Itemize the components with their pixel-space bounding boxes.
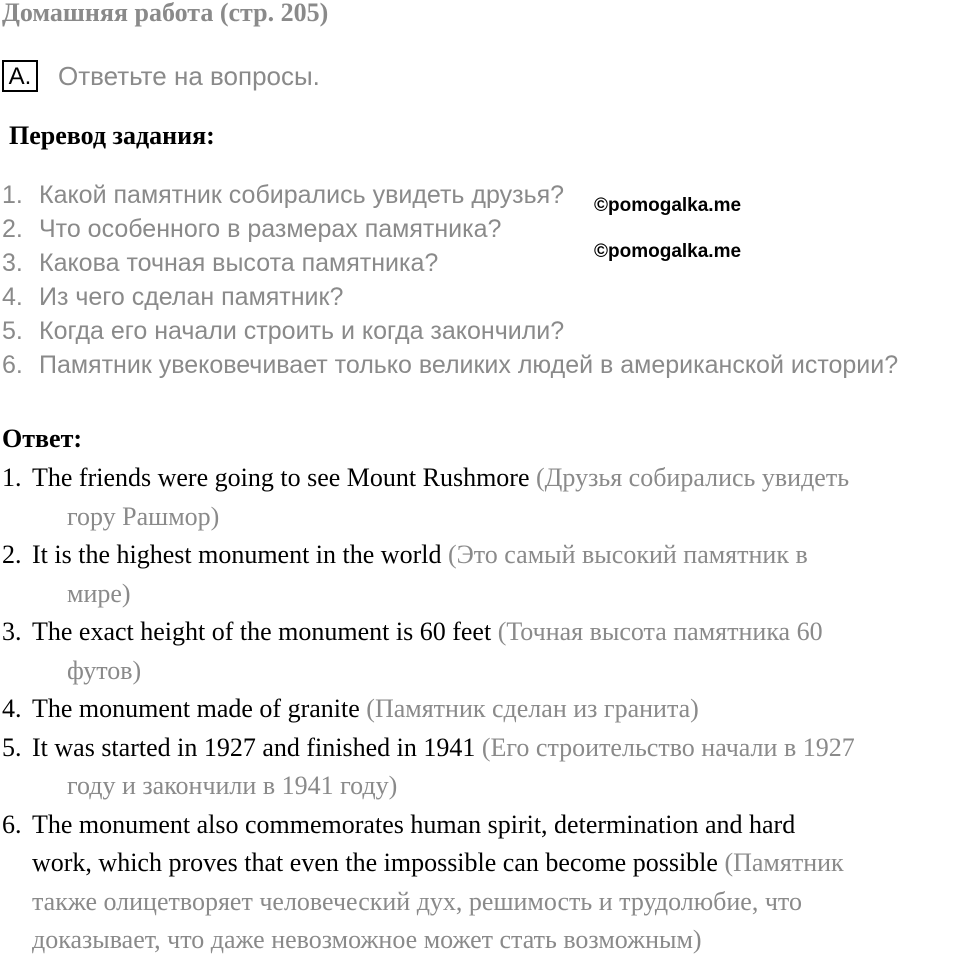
- answer-english: The monument made of granite: [32, 694, 360, 723]
- question-text: Какова точная высота памятника?: [39, 249, 439, 277]
- watermark: ©pomogalka.me: [594, 195, 742, 216]
- answer-english: The friends were going to see Mount Rushmore: [32, 463, 530, 492]
- translation-title: Перевод задания:: [9, 121, 215, 150]
- answer-english: The monument also commemorates human spirit, determination and hard: [32, 809, 796, 839]
- question-item: [2, 348, 960, 382]
- answer-item: [2, 613, 952, 690]
- question-number: 2.: [2, 215, 23, 243]
- answer-translation: (Это самый высокий памятник в: [447, 540, 808, 569]
- answer-number: 5.: [2, 732, 22, 762]
- question-item: [2, 178, 960, 212]
- question-number: 3.: [2, 249, 23, 277]
- task-instruction: Ответьте на вопросы.: [58, 61, 320, 91]
- answer-translation: (Памятник сделан из гранита): [366, 694, 699, 723]
- answer-number: 3.: [2, 617, 22, 646]
- question-text: Памятник увековечивает только великих людей в американской истории?: [39, 351, 899, 379]
- question-item: [2, 280, 960, 314]
- answer-number: 1.: [2, 463, 22, 492]
- answer-number: 4.: [2, 694, 22, 723]
- answer-translation: (Памятник: [724, 848, 844, 877]
- question-text: Когда его начали строить и когда закончили?: [39, 317, 565, 345]
- task-letter-box: A.: [2, 60, 38, 92]
- answer-translation-continued: футов): [67, 655, 142, 685]
- question-text: Какой памятник собирались увидеть друзья?: [39, 181, 565, 209]
- answer-english: The exact height of the monument is 60 feet: [32, 617, 492, 646]
- question-text: Из чего сделан памятник?: [39, 283, 344, 311]
- question-item: [2, 314, 960, 348]
- answer-item: [2, 459, 952, 536]
- question-number: 1.: [2, 181, 23, 209]
- question-number: 4.: [2, 283, 23, 311]
- answer-item: [2, 806, 952, 960]
- watermark: ©pomogalka.me: [594, 241, 742, 262]
- answer-english-continued: work, which proves that even the impossible can become possible: [32, 848, 718, 877]
- answer-item: [2, 729, 952, 806]
- answer-item: [2, 536, 952, 613]
- answer-translation-continued: доказывает, что даже невозможное может стать возможным): [32, 925, 702, 954]
- answer-number: 2.: [2, 540, 22, 569]
- answer-translation: (Точная высота памятника 60: [497, 617, 823, 646]
- question-number: 6.: [2, 351, 23, 379]
- answer-title: Ответ:: [2, 424, 83, 453]
- answer-item: [2, 690, 952, 729]
- answer-translation-continued: также олицетворяет человеческий дух, решимость и трудолюбие, что: [32, 886, 802, 916]
- answer-translation-continued: году и закончили в 1941 году): [67, 771, 398, 800]
- question-number: 5.: [2, 317, 23, 345]
- question-text: Что особенного в размерах памятника?: [39, 215, 502, 243]
- page-heading: Домашняя работа (стр. 205): [2, 0, 329, 27]
- answer-english: It is the highest monument in the world: [32, 540, 442, 569]
- answer-translation-continued: мире): [67, 578, 131, 608]
- question-item: [2, 246, 960, 280]
- answer-number: 6.: [2, 809, 22, 839]
- answer-translation: (Друзья собирались увидеть: [536, 463, 850, 492]
- answer-english: It was started in 1927 and finished in 1941: [32, 732, 476, 762]
- answer-list: [2, 459, 952, 960]
- answer-translation: (Его строительство начали в 1927: [481, 732, 855, 762]
- answer-translation-continued: гору Рашмор): [67, 501, 220, 531]
- question-item: [2, 212, 960, 246]
- question-list: [2, 178, 960, 382]
